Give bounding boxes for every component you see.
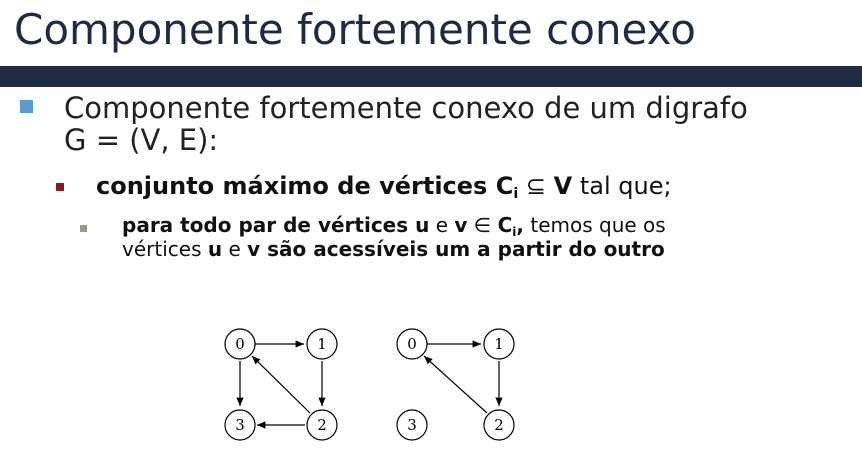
node-label: 0 <box>235 335 245 353</box>
node-2 <box>484 410 514 440</box>
level3-line2-bold: v são acessíveis um a partir do outro <box>247 237 665 261</box>
title-divider-bar <box>0 66 862 87</box>
level3-line2 <box>122 238 665 260</box>
set-c: C <box>497 213 513 237</box>
vertex-v: v <box>454 213 468 237</box>
node-1 <box>307 329 337 359</box>
square-bullet-icon <box>56 183 64 191</box>
node-label: 3 <box>235 416 245 434</box>
in-symbol: ∈ <box>467 213 498 237</box>
square-bullet-icon <box>80 225 87 232</box>
node-1 <box>484 329 514 359</box>
set-subscript: i <box>513 186 519 202</box>
square-bullet-icon <box>20 100 33 113</box>
node-0 <box>397 329 427 359</box>
level1-line1: Componente fortemente conexo de um digrafo <box>64 91 748 125</box>
vertex-u: u <box>415 213 430 237</box>
subset-relation: ⊆ <box>518 172 554 200</box>
node-label: 1 <box>494 335 504 353</box>
node-2 <box>307 410 337 440</box>
level3-rest: temos que os <box>524 213 666 237</box>
conj-e2: e <box>222 237 248 261</box>
level2-bold-prefix: conjunto máximo de vértices <box>96 172 496 200</box>
level2-rest: tal que; <box>572 172 672 200</box>
level1-line2: G = (V, E): <box>64 123 219 157</box>
level3-bold: para todo par de vértices <box>122 213 416 237</box>
node-label: 2 <box>317 416 327 434</box>
vertex-u2: u <box>207 237 223 261</box>
digraph-1 <box>215 320 345 445</box>
comma: , <box>516 213 524 237</box>
conj-e: e <box>429 213 455 237</box>
node-3 <box>397 410 427 440</box>
set-c-subscript: i <box>512 225 517 239</box>
set-symbol: C <box>495 172 514 200</box>
node-label: 0 <box>407 335 417 353</box>
level3-line2-start: vértices <box>122 237 208 261</box>
node-label: 3 <box>407 416 417 434</box>
node-3 <box>225 410 255 440</box>
node-label: 2 <box>494 416 504 434</box>
node-label: 1 <box>317 335 327 353</box>
slide-title: Componente fortemente conexo <box>14 5 696 54</box>
level2-text <box>96 172 672 208</box>
set-v: V <box>553 172 573 200</box>
node-0 <box>225 329 255 359</box>
digraph-2 <box>387 320 517 445</box>
